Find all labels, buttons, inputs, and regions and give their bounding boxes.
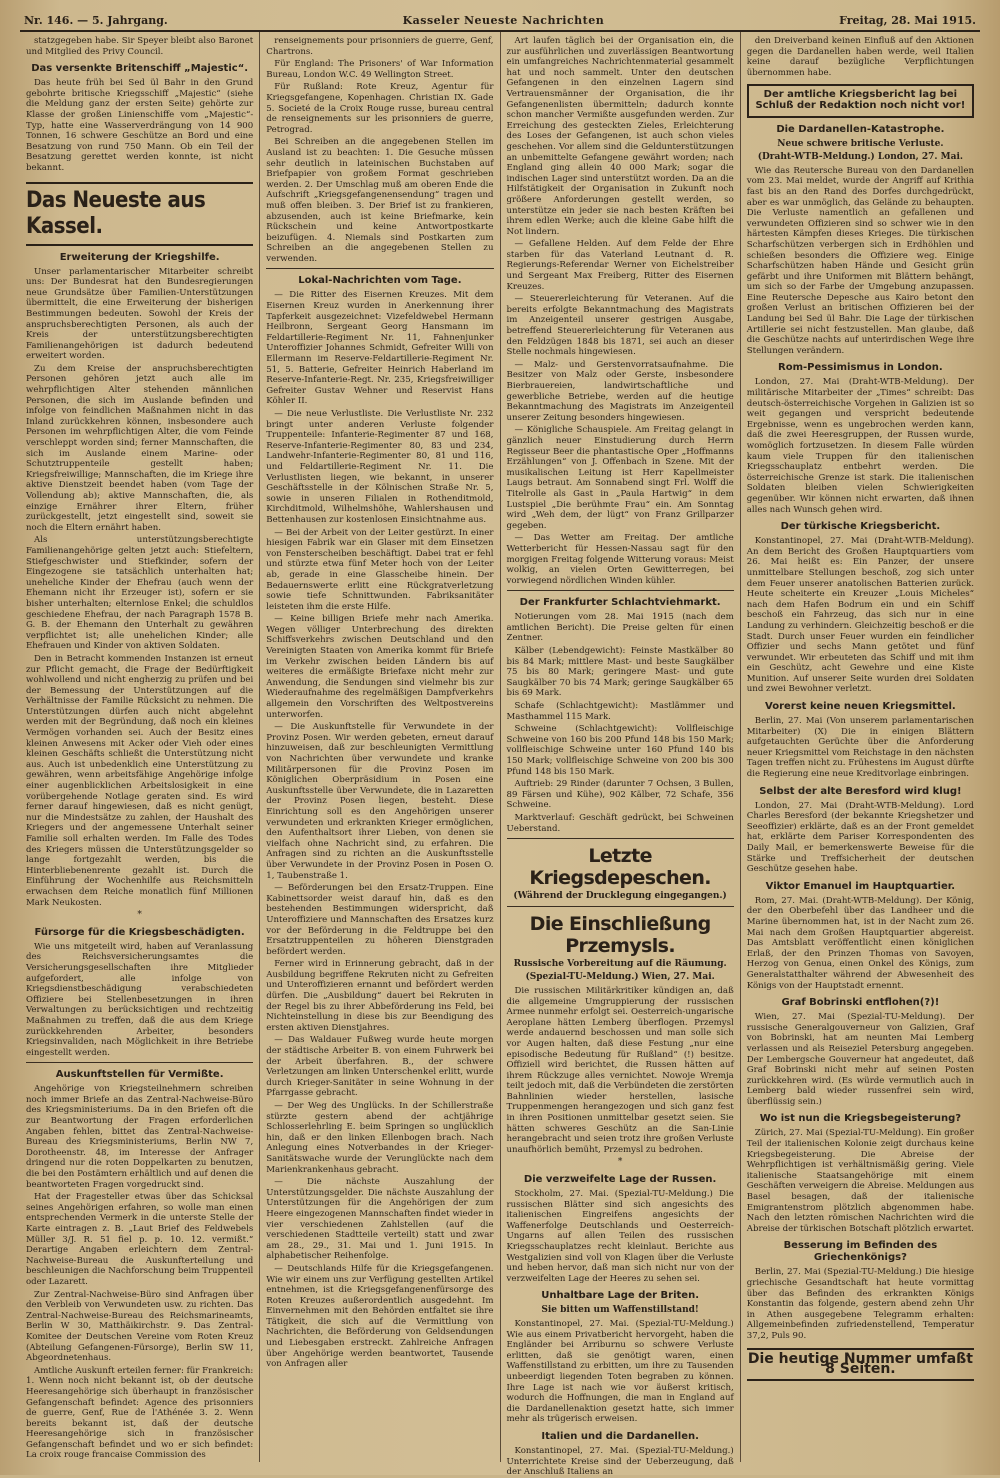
paragraph: Für England: The Prisoners' of War Information Bureau, London W.C. 49 Wellington Street.	[266, 59, 494, 80]
divider	[266, 268, 493, 269]
page-count-notice: Die heutige Nummer umfaßt 8 Seiten.	[747, 1348, 974, 1381]
separator-star: *	[137, 910, 142, 921]
paragraph: Art laufen täglich bei der Organisation ein, die zur ausführlichen und zuverlässigen Beantwortung ein umfangreiches Nachrichtenmaterial gesammelt hat und noch sammelt. Unter den deutschen Gefangenen in den einzelnen Lagern sind Vertrauensmänner der Organisation, die ihr Gefangenenlisten übermitteln; dadurch konnte schon mancher Vermißte ausgefunden werden. Zur Erreichung des gesteckten Zieles, Erleichterung des Loses der Gefangenen, ist auch schon vieles geschehen. Vor allem sind die Geldunterstützungen an unbemittelte Gefangene gewährt worden; nach England ging allein 40 000 Mark; sogar die indischen Lager sind unterstützt worden. Da an die Hilfstätigkeit der Organisation in Zukunft noch größere Anforderungen gestellt werden, so unterstütze ein jeder sie nach besten Kräften bei ihrem edlen Werke; auch die kleine Gabe hilft die Not lindern.	[506, 36, 734, 237]
paragraph: Das heute früh bei Sed ül Bahr in den Grund gebohrte britische Kriegsschiff „Majestic“ (siehe die Meldung ganz der ersten Seite) gehörte zur Klasse der großen Linienschiffe vom „Majestic“-Typ, hatte eine Wasserverdrängung von 14 900 Tonnen, 16 schwere Geschütze an Bord und eine Besatzung von rund 750 Mann. Ob ein Teil der Besatzung gerettet werden konnte, ist nicht bekannt.	[26, 78, 254, 173]
paragraph: Hat der Fragesteller etwas über das Schicksal seines Angehörigen erfahren, so wolle man einen entsprechenden Vermerk in die unterste Stelle der Karte eintragen z. B. „Laut Brief des Feldwebels Müller 3/J. R. 51 fiel p. p. 10. 12. vermißt.“ Derartige Angaben erleichtern dem Zentral-Nachweise-Bureau die Auskunfterteilung und beschleunigen die Nachforschung beim Truppenteil oder Lazarett.	[26, 1192, 254, 1287]
column-4	[741, 32, 980, 1462]
paragraph: — Gefallene Helden. Auf dem Felde der Ehre starben für das Vaterland Leutnant d. R. Regierungs-Referendar Werner von Eichelstreiber und Sergeant Max Freiberg, Ritter des Eisernen Kreuzes.	[506, 239, 734, 292]
paragraph: London, 27. Mai (Draht-WTB-Meldung). Lord Charles Beresford (der bekannte Kriegshetzer und Seeoffizier) erklärte, daß es an der Front gemeldet hat, erklärte dem Pariser Korrespondenten des Daily Mail, er bemerkenswerte Beweise für die Stärke und Treffsicherheit der deutschen Geschütze gesehen habe.	[746, 800, 974, 875]
issue-number: Nr. 146. — 5. Jahrgang.	[24, 14, 168, 27]
divider	[26, 1062, 253, 1063]
masthead	[20, 14, 980, 32]
section-title-depeschen: Letzte Kriegsdepeschen.	[529, 845, 711, 890]
paragraph: — Steuererleichterung für Veteranen. Auf die bereits erfolgte Bekanntmachung des Magistrats im Anzeigenteil unserer gestrigen Ausgabe, betreffend Steuererleichterung für Veteranen aus den Feldzügen 1848 bis 1871, sei auch an dieser Stelle nochmals hingewiesen.	[506, 294, 734, 358]
paragraph: — Die Auskunftstelle für Verwundete in der Provinz Posen. Wir werden gebeten, erneut darauf hinzuweisen, daß zur beschleunigten Vermittlung von Nachrichten über verwundete und kranke Militärpersonen für die Provinz Posen im Königlichen Oberpräsidium in Posen eine Auskunftsstelle über Verwundete, die in Lazaretten der Provinz Posen liegen, besteht. Diese Einrichtung soll es den Angehörigen unserer verwundeten und erkrankten Krieger ermöglichen, den Aufenthaltsort ihrer Lieben, von denen sie vielfach ohne Nachricht sind, zu erfahren. Die Anfragen sind zu richten an die Auskunftsstelle über Verwundete in der Provinz Posen in Posen O. 1, Taubenstraße 1.	[266, 722, 494, 881]
notice-box: Der amtliche Kriegsbericht lag bei Schluß der Redaktion noch nicht vor!	[747, 84, 974, 117]
paragraph: — Der Weg des Unglücks. In der Schillerstraße stürzte gestern abend der achtjährige Schlosserlehrling E. beim Springen so unglücklich hin, daß er den linken Ellenbogen brach. Nach Anlegung eines Notverbandes in der Krieger-Sanitätswache wurde der Verunglückte nach dem Marienkrankenhaus gebracht.	[266, 1101, 494, 1175]
divider	[507, 906, 734, 907]
paragraph: Rom, 27. Mai. (Draht-WTB-Meldung). Der König, der den Oberbefehl über das Landheer und die Marine übernommen hat, ist in der Nacht zum 26. Mai nach dem Großen Hauptquartier abgereist. Das Amtsblatt veröffentlicht einen königlichen Erlaß, der den Prinzen Thomas von Savoyen, Herzog von Genua, einen Onkel des Königs, zum Generalstatthalter während der Abwesenheit des Königs von der Hauptstadt ernennt.	[746, 895, 974, 991]
column-2	[260, 32, 500, 1462]
paragraph: Berlin, 27. Mai (Von unserem parlamentarischen Mitarbeiter) (X) Die in einigen Blättern aufgetauchten Gerüchte über die Anforderung neuer Kriegsmittel vom Reichstage in den nächsten Tagen treffen nicht zu. Frühestens im August dürfte die Regierung eine neue Kreditvorlage einbringen.	[746, 716, 974, 780]
subtitle-depeschen: (Während der Drucklegung eingegangen.)	[513, 891, 727, 902]
paragraph: Notierungen vom 28. Mai 1915 (nach dem amtlichen Bericht). Die Preise gelten für einen Zentner.	[506, 612, 734, 644]
paragraph: — Deutschlands Hilfe für die Kriegsgefangenen. Wie wir einem uns zur Verfügung gestellten Artikel entnehmen, ist die Kriegsgefangenenfürsorge des Roten Kreuzes außerordentlich ausgedehnt. Im Einvernehmen mit den Behörden entfaltet sie ihre Tätigkeit, die sich auf die Vermittlung von Nachrichten, die Beförderung von Geldsendungen und Liebesgaben erstreckt. Zahlreiche Anfragen über Angehörige werden beantwortet, Tausende von Anfragen aller	[266, 1263, 494, 1370]
paragraph: — Die Ritter des Eisernen Kreuzes. Mit dem Eisernen Kreuz wurden in Anerkennung ihrer Tapferkeit ausgezeichnet: Vizefeldwebel Hermann Heilbronn, Sergeant Georg Hansmann im Feldartillerie-Regiment Nr. 11, Fahnenjunker Unteroffizier Johannes Schmidt, Gefreiter Willi von Ellermann im Reserve-Feldartillerie-Regiment Nr. 51, 5. Batterie, Gefreiter Heinrich Haberland im Reserve-Infanterie-Regt. Nr. 235, Kriegsfreiwilliger Gefreiter Gustav Wehner und Reservist Hans Köhler II.	[266, 290, 494, 407]
headline-pessimismus: Rom-Pessimismus in London.	[778, 362, 943, 374]
headline-beresford: Selbst der alte Beresford wird klug!	[759, 785, 962, 797]
paragraph: Marktverlauf: Geschäft gedrückt, bei Schweinen Ueberstand.	[506, 812, 734, 834]
paragraph: — Königliche Schauspiele. Am Freitag gelangt in gänzlich neuer Einstudierung durch Herrn Regisseur Beer die phantastische Oper „Hoffmanns Erzählungen“ von J. Offenbach in Szene. Mit der musikalischen Leitung ist Herr Kapellmeister Laugs betraut. Am Sonnabend singt Frl. Wolff die Titelrolle als Gast in „Paula Hartwig“ in dem Lustspiel „Die berühmte Frau“ ein. Am Sonntag wird „Weh dem, der lügt“ von Franz Grillparzer gegeben.	[506, 425, 734, 531]
paragraph: Konstantinopel, 27. Mai. (Spezial-TU-Meldung.) Wie aus einem Privatbericht hervorgeht, haben die Engländer bei Arriburnu so schwere Verluste erlitten, daß sie genötigt waren, einen Waffenstillstand zu erbitten, um ihre zu Tausenden unbeerdigt liegenden Toten begraben zu können. Ihre Lage ist nach wie vor äußerst kritisch, wodurch die Hoffnungen, die man in England auf die Dardanellenaktion gesetzt hatte, sich immer mehr als trügerisch erweisen.	[506, 1318, 734, 1425]
headline-tuerkisch: Der türkische Kriegsbericht.	[780, 521, 941, 533]
headline-dardanellen: Die Dardanellen-Katastrophe.	[776, 123, 945, 135]
dateline-dardanellen: (Draht-WTB-Meldung.) London, 27. Mai.	[757, 152, 964, 163]
paragraph: Konstantinopel, 27. Mai (Draht-WTB-Meldung). An dem Bericht des Großen Hauptquartiers vom 26. Mai heißt es: Ein Panzer, der unsere unmittelbare Stellungen beschoß, zog sich unter dem Feuer unserer anatolischen Batterien zurück. Heute scheiterte ein Kreuzer „Louis Micheles“ nach dem Hafen Bodrum ein und ein Schiff beschoß ein Fahrzeug, das sich nur in eine Landung zu verhindern. Gleichzeitig beschoß er die Stadt. Durch unser Feuer wurden ein feindlicher Offizier und sechs Mann getötet und fünf verwundet. Wir erbeuteten das Schiff und mit ihm ein Geschütz, acht Gewehre und eine Kiste Munition. Auf unserer Seite wurden drei Soldaten und zwei Bewohner verletzt.	[746, 536, 974, 695]
headline-lokal: Lokal-Nachrichten vom Tage.	[298, 275, 462, 287]
paragraph: — Das Waldauer Fußweg wurde heute morgen der städtische Arbeiter B. von einem Fuhrwerk bei der Arbeit überfahren. B., der schwere Verletzungen am linken Unterschenkel erlitt, wurde durch Krieger-Sanitäter in seine Wohnung in der Pfarrgasse gebracht.	[266, 1035, 494, 1099]
paragraph: Unser parlamentarischer Mitarbeiter schreibt uns: Der Bundesrat hat den Bundesregierungen neue Grundsätze über Familien-Unterstützungen übermittelt, die eine Erweiterung der bisherigen Bestimmungen bedeuten. Sowohl der Kreis der anspruchsberechtigten Personen, als auch der Kreis der unterstützungsberechtigten Familienangehörigen ist dadurch bedeutend erweitert worden.	[26, 266, 254, 362]
paragraph: Konstantinopel, 27. Mai. (Spezial-TU-Meldung.) Unterrichtete Kreise sind der Ueberzeugung, daß der Anschluß Italiens an	[506, 1445, 734, 1478]
headline-viktor: Viktor Emanuel im Hauptquartier.	[765, 880, 956, 892]
headline-schlachtviehmarkt: Der Frankfurter Schlachtviehmarkt.	[519, 597, 721, 609]
subtitle-dardanellen: Neue schwere britische Verluste.	[777, 138, 944, 149]
headline-briten: Unhaltbare Lage der Briten.	[541, 1290, 700, 1302]
paragraph: den Dreiverband keinen Einfluß auf den Aktionen gegen die Dardanellen haben werde, weil Italien keine darauf bezügliche Verpflichtungen übernommen habe.	[746, 36, 974, 78]
paragraph: Ferner wird in Erinnerung gebracht, daß in der Ausbildung begriffene Rekruten nicht zu Gefreiten und Unteroffizieren ernannt und befördert werden dürfen. Die „Ausbildung“ dauert bei Rekruten in der Regel bis zu ihrer Abbeförderung ins Feld, bei Nichteinstellung in diese bis zur Beendigung des ersten aktiven Dienstjahres.	[266, 959, 494, 1033]
paragraph: — Bei der Arbeit von der Leiter gestürzt. In einer hiesigen Fabrik war ein Glaser mit dem Einsetzen von Fensterscheiben beschäftigt. Dabei trat er fehl und stürzte etwa fünf Meter hoch von der Leiter ab, gerade in eine Glasscheibe hinein. Der Bedauernswerte erlitt eine Rückgratverletzung sowie tiefe Schnittwunden. Fabriksanitäter leisteten ihm die erste Hilfe.	[266, 527, 494, 612]
paragraph: — Das Wetter am Freitag. Der amtliche Wetterbericht für Hessen-Nassau sagt für den morgigen Freitag folgende Witterung voraus: Meist wolkig, an vielen Orten Gewitterregen, bei vorwiegend nördlichen Winden kühler.	[506, 533, 734, 586]
headline-przemysl: Die Einschließung Przemysls.	[529, 912, 711, 957]
headline-majestic: Das versenkte Britenschiff „Majestic“.	[31, 63, 249, 75]
divider	[507, 590, 734, 591]
subtitle-przemysl: Russische Vorbereitung auf die Räumung.	[513, 958, 727, 969]
headline-italien: Italien und die Dardanellen.	[541, 1430, 699, 1442]
paragraph: Angehörige von Kriegsteilnehmern schreiben noch immer Briefe an das Zentral-Nachweise-Büro des Kriegsministeriums. Da in den Briefen oft die zur Beantwortung der Fragen erforderlichen Angaben fehlen, bittet das Zentral-Nachweise-Bureau des Kriegsministeriums, Berlin NW 7, Dorotheenstr. 48, im Interesse der Anfrager dringend nur die roten Doppelkarten zu benutzen, die bei den Postämtern erhältlich und auf denen die beantworteten Fragen vorgedruckt sind.	[26, 1084, 254, 1190]
paragraph: — Beförderungen bei den Ersatz-Truppen. Eine Kabinettsorder weist darauf hin, daß es den bestehenden Bestimmungen widerspricht, daß Unteroffiziere und Mannschaften des Ersatzes kurz vor der Beförderung in die Feldtruppe bei den Ersatztruppenteilen zu höheren Dienstgraden befördert werden.	[266, 883, 494, 957]
headline-griechen: Besserung im Befinden des Griechenkönigs?	[783, 1240, 938, 1264]
paragraph: Wie das Reutersche Bureau von den Dardanellen vom 23. Mai meldet, wurde der Angriff auf Krithia fast bis an den Rand des Dorfes durchgedrückt, aber es war unmöglich, das Gelände zu behaupten. Die Verluste namentlich an gefallenen und verwundeten Offizieren sind so schwer wie in den härtesten Kämpfen dieses Krieges. Die türkischen Scharfschützen verbergen sich in Erdhöhlen und schießen besonders die Offiziere weg. Einige Scharfschützen haben Hände und Gesicht grün gefärbt und ihre Uniformen mit Blättern behängt, um sich so der Farbe der Umgebung anzupassen. Eine Reutersche Depesche aus Kairo betont den großen Verlust an britischen Offizieren bei der Landung bei Sed ül Bahr. Die Lage der türkischen Artillerie sei nicht festzustellen. Man glaube, daß die Geschütze nachts auf unterirdischen Wege ihre Stellungen verändern.	[746, 165, 974, 356]
newspaper-title: Kasseler Neueste Nachrichten	[402, 14, 605, 27]
paragraph: Schweine (Schlachtgewicht): Vollfleischige Schweine von 160 bis 200 Pfund 148 bis 150 Mark; vollfleischige Schweine unter 160 Pfund 140 bis 150 Mark; vollfleischige Schweine von 200 bis 300 Pfund 148 bis 150 Mark.	[506, 724, 734, 777]
column-3	[501, 32, 741, 1478]
dateline-przemysl: (Spezial-TU-Meldung.) Wien, 27. Mai.	[525, 972, 715, 983]
columns	[20, 32, 980, 1478]
paragraph: Zur Zentral-Nachweise-Büro sind Anfragen über den Verbleib von Verwundeten usw. zu richten. Das Zentral-Nachweise-Bureau des Reichsmarineamts, Berlin W 30, Matthäikirchstr. 9. Das Zentral-Komitee der Deutschen Vereine vom Roten Kreuz (Abteilung Gefangenen-Fürsorge), Berlin SW 11, Abgeordnetenhaus.	[26, 1289, 254, 1364]
paragraph: Berlin, 27. Mai (Spezial-TU-Meldung.) Die hiesige griechische Gesandtschaft hat heute vormittag über das Befinden des erkrankten Königs Konstantin das folgende, gestern abend zehn Uhr in Athen ausgegebene Telegramm erhalten: Allgemeinbefinden zufriedenstellend, Temperatur 37,2, Puls 90.	[746, 1267, 974, 1341]
headline-auskunft: Auskunftstellen für Vermißte.	[55, 1069, 224, 1081]
paragraph: Amtliche Auskunft erteilen ferner: für Frankreich: 1. Wenn noch nicht bekannt ist, ob der deutsche Heeresangehörige sich überhaupt in französischer Gefangenschaft befindet: Agence des prisonniers de guerre, Genf, Rue de l'Athénée 3. 2. Wenn bereits bekannt ist, daß der deutsche Heeresangehörige sich in französischer Gefangenschaft befindet und wo er sich befindet: La croix rouge francaise Commission des	[26, 1365, 254, 1461]
headline-russen: Die verzweifelte Lage der Russen.	[523, 1174, 717, 1186]
paragraph: — Keine billigen Briefe mehr nach Amerika. Wegen völliger Unterbrechung des direkten Schiffsverkehrs zwischen Deutschland und den Vereinigten Staaten von Amerika kommt für Briefe im Verkehr zwischen beiden Ländern bis auf weiteres die ermäßigte Briefaxe nicht mehr zur Anwendung, die Sendungen sind vielmehr bis zur Wiederaufnahme des regelmäßigen Dampfverkehrs allgemein den Vorschriften des Weltpostvereins unterworfen.	[266, 614, 494, 720]
paragraph: — Malz- und Gerstenvorratsaufnahme. Die Besitzer von Malz oder Gerste, insbesondere Bierbrauereien, landwirtschaftliche und gewerbliche Betriebe, werden auf die heutige Bekanntmachung des Magistrats im Anzeigenteil unserer Zeitung besonders hingewiesen.	[506, 359, 734, 423]
headline-vorerst: Vorerst keine neuen Kriegsmittel.	[765, 701, 956, 713]
paragraph: Den in Betracht kommenden Instanzen ist erneut zur Pflicht gemacht, die Frage der Bedürftigkeit wohlwollend und nicht engherzig zu prüfen und bei der Bemessung der Unterstützungen auf die Verhältnisse der Familie Rücksicht zu nehmen. Die Unterstützungen dürfen auch nicht abgelehnt werden mit der Begründung, daß noch ein kleines Vermögen vorhanden sei. Auch der Besitz eines kleinen Anwesens mit Acker oder Vieh oder eines kleinen Geschäfts schließt die Unterstützung nicht aus. Auch ist unbedenklich eine Unterstützung zu gewähren, wenn arbeitsfähige Angehörige infolge einer augenblicklichen Arbeitslosigkeit in eine vorübergehende Notlage geraten sind. Es wird ferner darauf hingewiesen, daß es nicht genügt, nur die Mindestsätze zu zahlen, der Haushalt des Kriegers und der angemessene Unterhalt seiner Familie soll erhalten werden. Im Falle des Todes des Kriegers müssen die Unterstützungsgelder so lange fortgezahlt werden, bis die Hinterbliebenenrente gezahlt ist. Durch die Einführung der Wochenhilfe aus Reichsmitteln erwachsen dem Reiche monatlich fünf Millionen Mark Neukosten.	[26, 653, 254, 908]
paragraph: Bei Schreiben an die angegebenen Stellen im Ausland ist zu beachten: 1. Die Gesuche müssen sehr deutlich in lateinischen Buchstaben auf Briefpapier von großem Format geschrieben werden. 2. Der Umschlag muß am oberen Ende die Aufschrift „Kriegsgefangenensendung“ tragen und muß offen bleiben. 3. Der Brief ist zu frankieren, abzusenden, auch ist keine Briefmarke, kein Rückschein und keine Antwortpostkarte beizufügen. 4. Niemals sind Postkarten zum Schreiben an die angegebenen Stellen zu verwenden.	[266, 137, 494, 264]
paragraph: London, 27. Mai (Draht-WTB-Meldung). Der militärische Mitarbeiter der „Times“ schreibt: Das deutsch-österreichische Vorgehen in Galizien ist so weit gegangen und verspricht bedeutende Ergebnisse, wenn es ungebrochen werden kann, daß die zwei Heeresgruppen, der Russen wurde, womöglich fortzusetzen. In diesem Falle würden kaum viele Truppen für den italienischen Kriegsschauplatz entbehrt werden. Die österreichische Grenze ist stark. Die italienischen Soldaten bleiben vielen Schwierigkeiten gegenüber. Wir können nicht erwarten, daß ihnen alles nach Wunsch gehen wird.	[746, 377, 974, 515]
paragraph: Für Rußland: Rote Kreuz, Agentur für Kriegsgefangene, Kopenhagen. Christian IX. Gade 5. Societé de la Croix Rouge russe, bureau central de renseignements sur les prisonniers de guerre, Petrograd.	[266, 82, 494, 135]
paragraph: Als unterstützungsberechtigte Familienangehörige gelten jetzt auch: Stiefeltern, Stiefgeschwister und Stiefkinder, sofern der Eingezogene sie tatsächlich unterhalten hat; uneheliche Kinder der Ehefrau (auch wenn der Ehemann nicht ihr Erzeuger ist), sofern er sie bisher unterhalten; elternlose Enkel; die schuldlos geschiedene Ehefrau, der nach Paragraph 1578 B. G. B. der Ehemann den Unterhalt zu gewähren verpflichtet ist; alle unehelichen Kinder; alle Ehefrauen und Kinder von aktiven Soldaten.	[26, 535, 254, 652]
paragraph: Wie uns mitgeteilt wird, haben auf Veranlassung des Reichsversicherungsamtes die Versicherungsgesellschaften ihre Mitglieder aufgefordert, alle infolge von Kriegsdienstbeschädigung verabschiedeten Offiziere bei Stellenbesetzungen in ihren Verwaltungen zu berücksichtigen und rechtzeitig Maßnahmen zu treffen, daß die aus dem Kriege zurückkehrenden Arbeiter, besonders Kriegsinvaliden, nach Möglichkeit in ihre Betriebe eingestellt werden.	[26, 941, 254, 1058]
divider	[507, 838, 734, 839]
paragraph: Schafe (Schlachtgewicht): Mastlämmer und Masthammel 115 Mark.	[506, 701, 734, 722]
paragraph: — Die neue Verlustliste. Die Verlustliste Nr. 232 bringt unter anderen Verluste folgender Truppenteile: Infanterie-Regimenter 87 und 168, Reserve-Infanterie-Regimenter 80, 83 und 234, Landwehr-Infanterie-Regimenter 80, 81 und 116, und Feldartillerie-Regiment Nr. 11. Die Verlustlisten liegen, wie bekannt, in unserer Geschäftsstelle in der Kölnischen Straße Nr. 5, sowie in unseren Filialen in Rothenditmold, Kirchditmold, Wilhelmshöhe, Wahlershausen und Bettenhausen zur kostenlosen Einsichtnahme aus.	[266, 409, 494, 525]
headline-fuersorge: Fürsorge für die Kriegsbeschädigten.	[34, 926, 245, 938]
paragraph: Zürich, 27. Mai (Spezial-TU-Meldung). Ein großer Teil der italienischen Kolonie zeigt durchaus keine Kriegsbegeisterung. Die Abreise der Wehrpflichtigen ist verhältnismäßig gering. Viele italienische Staatsangehörige mit einem Geschäften verweigern die Abreise. Meldungen aus Basel besagen, daß der italienische Emigrantenstrom plötzlich abgenommen habe. Nach den letzten römischen Nachrichten wird die Abreise der türkischen Botschaft plötzlich erwartet.	[746, 1128, 974, 1234]
paragraph: Wien, 27. Mai (Spezial-TU-Meldung). Der russische Generalgouverneur von Galizien, Graf von Bobrinski, hat am neunten Mai Lemberg verlassen und als Reiseziel Petersburg angegeben. Der Lembergsche Gouverneur hat angedeutet, daß Graf Bobrinski nicht mehr auf seinen Posten zurückkehren wird. (Es würde vermutlich auch in Lemberg bald wieder russenfrei sein wird, überflüssig sein.)	[746, 1012, 974, 1107]
paragraph: Zu dem Kreise der anspruchsberechtigten Personen gehören jetzt auch alle im wehrpflichtigen Alter stehenden männlichen Personen, die sich im Auslande befinden und infolge von feindlichen Maßnahmen nicht in das Inland zurückkehren können, insbesondere auch Personen im wehrpflichtigen Alter, die vom Feinde verschleppt worden sind; ferner Mannschaften, die sich im Auslande einem Marine- oder Schutztruppenteile gestellt haben; Kriegsfreiwillige; Mannschaften, die im Kriege ihre aktive Dienstzeit beendet haben (vom Tage der Vollendung ab); aktive Mannschaften, die, als einzige Ernährer ihrer Eltern, früher zurückgestellt, jetzt eingestellt sind, soweit sie noch die Eltern ernährt haben.	[26, 363, 254, 533]
paragraph: Auftrieb: 29 Rinder (darunter 7 Ochsen, 3 Bullen, 89 Färsen und Kühe), 902 Kälber, 72 Schafe, 356 Schweine.	[506, 779, 734, 811]
headline-bobrinski: Graf Bobrinski entflohen(?)!	[781, 997, 940, 1009]
subtitle-briten: Sie bitten um Waffenstillstand!	[541, 1305, 699, 1316]
section-title-kassel: Das Neueste aus Kassel.	[26, 182, 253, 246]
separator-star: *	[617, 1157, 623, 1168]
headline-kriegshilfe: Erweiterung der Kriegshilfe.	[59, 251, 220, 263]
paragraph: Die russischen Militärkritiker kündigen an, daß die allgemeine Umgruppierung der russischen Armee nunmehr erfolgt sei. Oesterreich-ungarische Aeroplane hätten Lemberg überflogen. Przemysl werde andauernd beschossen und man solle sich vor Augen halten, daß diese Festung „nur eine episodische Bedeutung für Rußland“ (!) besitze. Offiziell wird berichtet, die Russen hätten auf ihrem Rückzuge alles vernichtet. Nowoje Wremja teilt jedoch mit, daß die Verbündeten die zerstörten Bahnlinien wieder herstellen, lasische Truppenmengen herangezogen und sich ganz fest in ihren Positionen unmittelbar gesetzt seien. Sie hätten schweres Geschütz an die San-Linie herangebracht und seien trotz ihre großen Verluste unaufhörlich bemüht, Przemysl zu bedrohen.	[506, 985, 734, 1155]
paragraph: — Die nächste Auszahlung der Unterstützungsgelder. Die nächste Auszahlung der Unterstützungen für die Angehörigen der zum Heere eingezogenen Mannschaften findet wieder in vier verschiedenen Zahlstellen (auf die verschiedenen Stadtteile verteilt) statt und zwar am 28., 29., 31. Mai und 1. Juni 1915. In alphabetischer Reihenfolge.	[266, 1177, 494, 1262]
issue-date: Freitag, 28. Mai 1915.	[839, 14, 976, 27]
paragraph: Stockholm, 27. Mai. (Spezial-TU-Meldung.) Die russischen Blätter sind sich angesichts des italienischen Eingreifens angesichts der Waffenerfolge Deutschlands und Oesterreich-Ungarns auf allen Teilen des russischen Kriegsschauplatzes recht kleinlaut. Berichte aus Westgalizien sind voll von Klagen über die Verluste und heben hervor, daß man sich nicht nur von der verzweifelten Lage der Heeres zu sehen sei.	[506, 1189, 734, 1284]
column-1	[20, 32, 260, 1462]
headline-begeisterung: Wo ist nun die Kriegsbegeisterung?	[759, 1113, 962, 1125]
paragraph: statzgegeben habe. Sir Speyer bleibt also Baronet und Mitglied des Privy Council.	[26, 36, 254, 57]
paragraph: Kälber (Lebendgewicht): Feinste Mastkälber 80 bis 84 Mark; mittlere Mast- und beste Saugkälber 75 bis 80 Mark; geringere Mast- und gute Saugkälber 70 bis 74 Mark; geringe Saugkälber 65 bis 69 Mark.	[506, 646, 734, 699]
paragraph: renseignements pour prisonniers de guerre, Genf, Chartrons.	[266, 36, 494, 57]
